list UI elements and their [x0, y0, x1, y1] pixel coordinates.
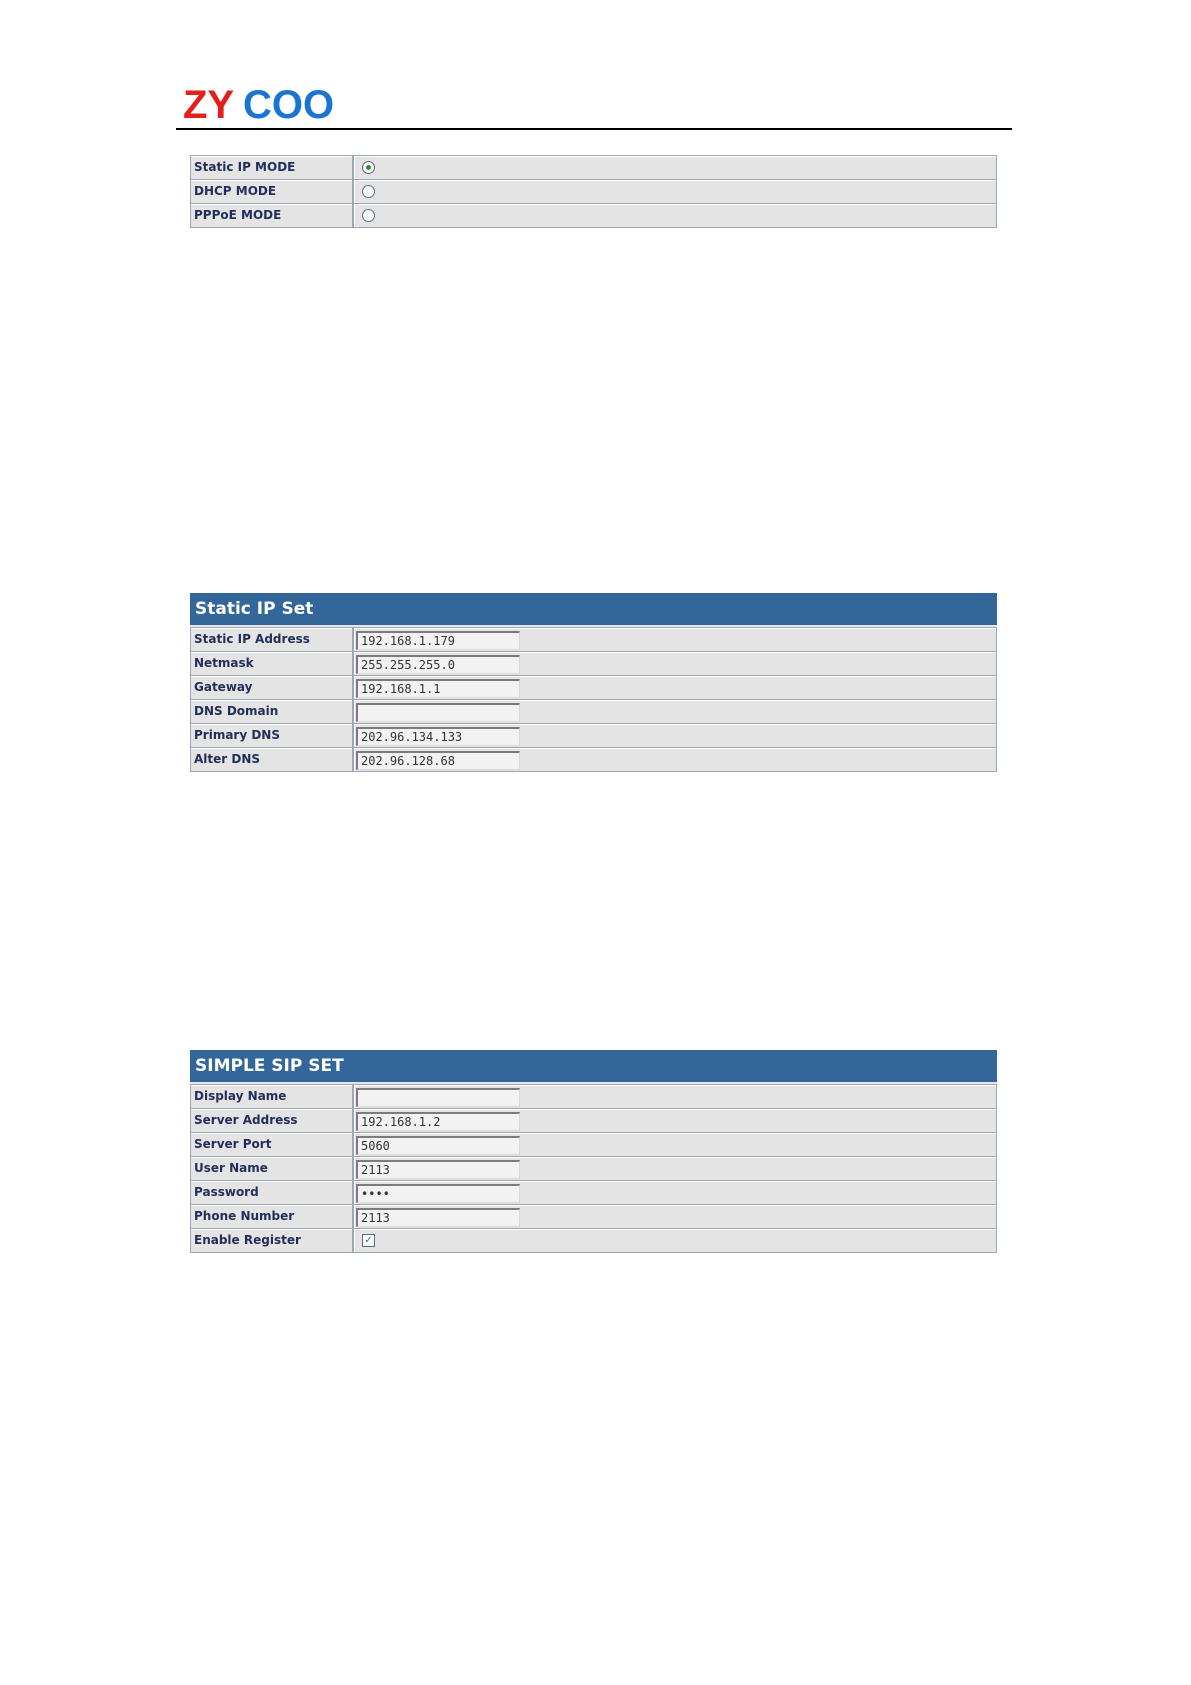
- password-row: [190, 1181, 997, 1205]
- field-label: Password: [194, 1185, 259, 1199]
- field-label: Phone Number: [194, 1209, 295, 1223]
- field-label: Server Port: [194, 1137, 272, 1151]
- gateway-input[interactable]: 192.168.1.1: [356, 679, 520, 698]
- dhcp-mode-radio[interactable]: [362, 185, 375, 198]
- enable-register-checkbox[interactable]: ✓: [362, 1234, 375, 1247]
- column-divider: [352, 1205, 355, 1228]
- enable-register-row: [190, 1229, 997, 1253]
- column-divider: [352, 676, 355, 699]
- column-divider: [352, 156, 355, 179]
- server-port-input[interactable]: 5060: [356, 1136, 520, 1155]
- dns-domain-row: [190, 700, 997, 724]
- mode-label: PPPoE MODE: [194, 208, 282, 222]
- column-divider: [352, 1085, 355, 1108]
- column-divider: [352, 1229, 355, 1252]
- column-divider: [352, 1157, 355, 1180]
- primary-dns-row: [190, 724, 997, 748]
- column-divider: [352, 652, 355, 675]
- column-divider: [352, 180, 355, 203]
- mode-label: DHCP MODE: [194, 184, 277, 198]
- sip-rows: [190, 1084, 997, 1253]
- static-ip-address-input[interactable]: 192.168.1.179: [356, 631, 520, 650]
- display-name-row: [190, 1084, 997, 1109]
- phone-number-input[interactable]: 2113: [356, 1208, 520, 1227]
- column-divider: [352, 700, 355, 723]
- mode-row-dhcp: [190, 180, 997, 204]
- field-label: DNS Domain: [194, 704, 279, 718]
- field-label: Server Address: [194, 1113, 298, 1127]
- header-divider: [176, 128, 1012, 130]
- primary-dns-input[interactable]: 202.96.134.133: [356, 727, 520, 746]
- field-label: Enable Register: [194, 1233, 301, 1247]
- radio-selected-dot: [366, 165, 371, 170]
- display-name-input[interactable]: [356, 1088, 520, 1107]
- static-ip-address-row: [190, 627, 997, 652]
- column-divider: [352, 628, 355, 651]
- netmask-input[interactable]: 255.255.255.0: [356, 655, 520, 674]
- user-name-row: [190, 1157, 997, 1181]
- server-address-row: [190, 1109, 997, 1133]
- field-label: Alter DNS: [194, 752, 261, 766]
- mode-label: Static IP MODE: [194, 160, 296, 174]
- alter-dns-input[interactable]: 202.96.128.68: [356, 751, 520, 770]
- field-label: Display Name: [194, 1089, 287, 1103]
- column-divider: [352, 204, 355, 227]
- pppoe-mode-radio[interactable]: [362, 209, 375, 222]
- field-label: Gateway: [194, 680, 253, 694]
- static-ip-panel: [190, 593, 997, 772]
- dns-domain-input[interactable]: [356, 703, 520, 722]
- user-name-input[interactable]: 2113: [356, 1160, 520, 1179]
- netmask-row: [190, 652, 997, 676]
- column-divider: [352, 1181, 355, 1204]
- mode-row-pppoe: [190, 204, 997, 228]
- alter-dns-row: [190, 748, 997, 772]
- static-ip-mode-radio[interactable]: [362, 161, 375, 174]
- static-ip-rows: [190, 627, 997, 772]
- gateway-row: [190, 676, 997, 700]
- password-input[interactable]: ••••: [356, 1184, 520, 1203]
- network-mode-panel: [190, 155, 997, 228]
- field-label: User Name: [194, 1161, 268, 1175]
- mode-row-static: [190, 155, 997, 180]
- zycoo-logo: [183, 83, 335, 127]
- server-port-row: [190, 1133, 997, 1157]
- field-label: Static IP Address: [194, 632, 310, 646]
- server-address-input[interactable]: 192.168.1.2: [356, 1112, 520, 1131]
- logo-text-coo: COO: [243, 83, 335, 127]
- column-divider: [352, 748, 355, 771]
- panel-title: Static IP Set: [190, 593, 997, 627]
- logo-text-zy: ZY: [183, 83, 235, 127]
- column-divider: [352, 1109, 355, 1132]
- panel-title: SIMPLE SIP SET: [190, 1050, 997, 1084]
- column-divider: [352, 724, 355, 747]
- simple-sip-panel: [190, 1050, 997, 1253]
- field-label: Netmask: [194, 656, 254, 670]
- column-divider: [352, 1133, 355, 1156]
- phone-number-row: [190, 1205, 997, 1229]
- field-label: Primary DNS: [194, 728, 280, 742]
